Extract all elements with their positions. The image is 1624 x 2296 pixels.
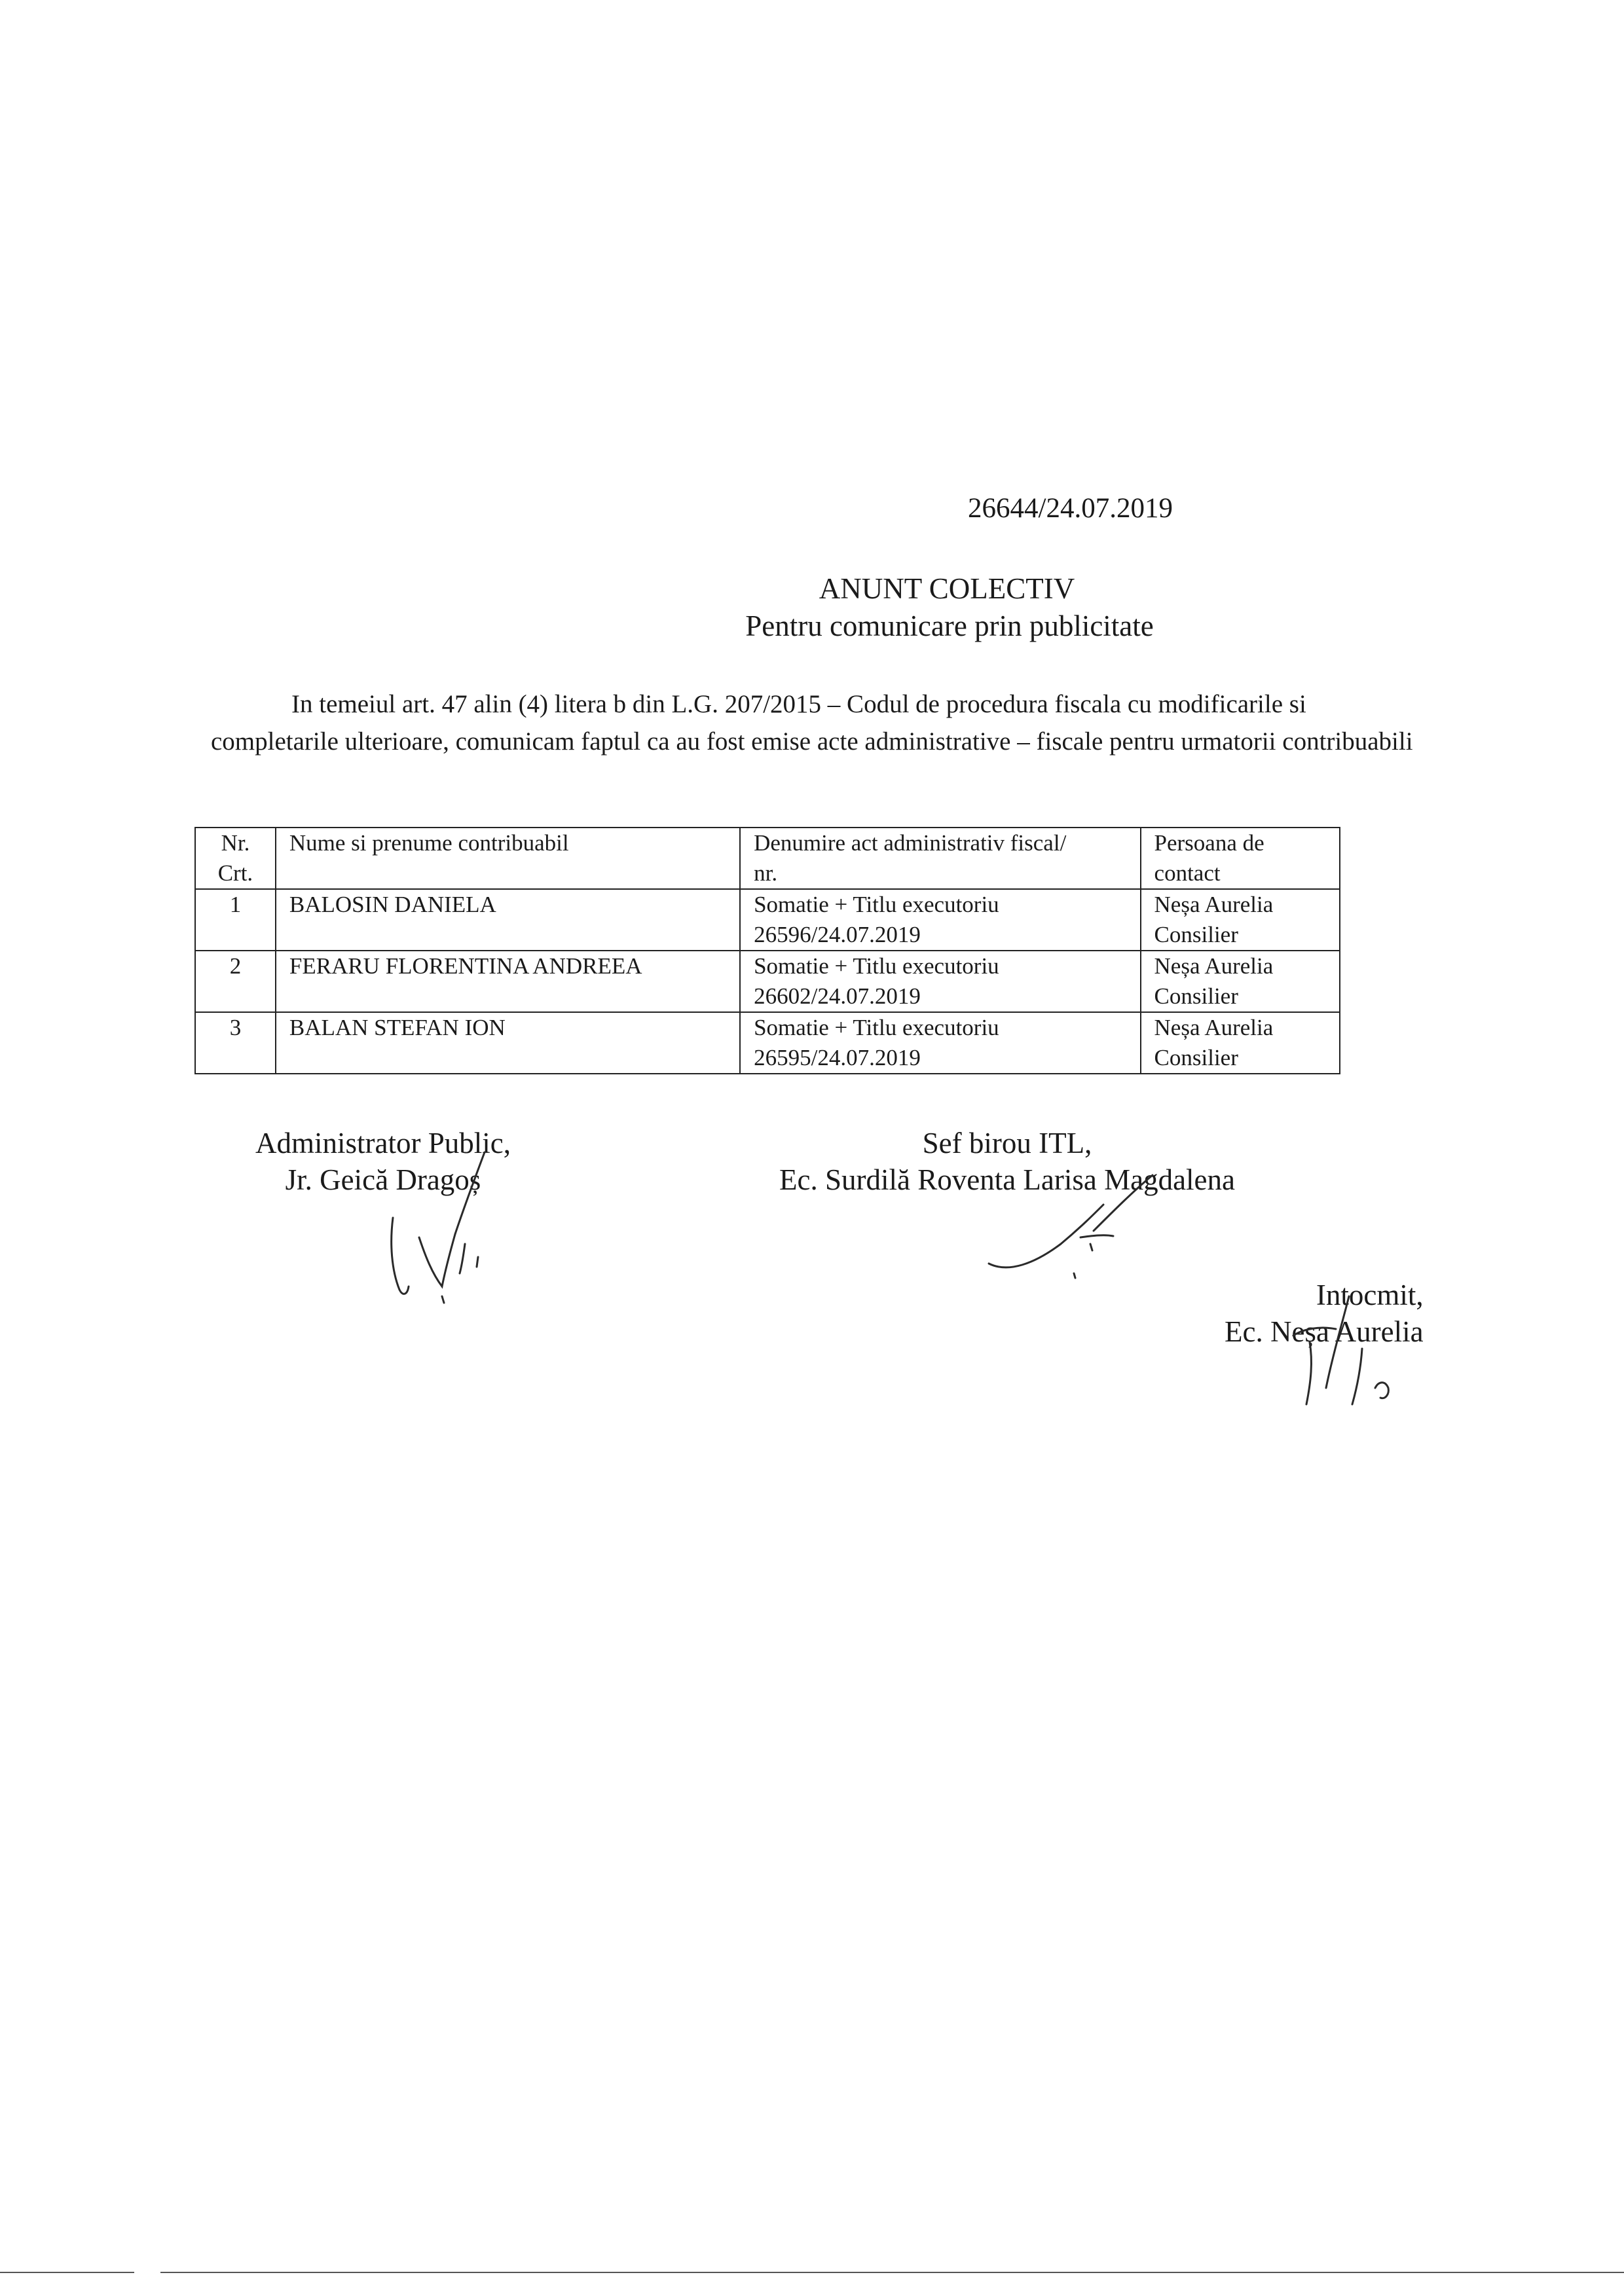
- document-title: ANUNT COLECTIV: [819, 572, 1075, 605]
- header-contact: [1141, 828, 1340, 889]
- taxpayers-table: [194, 827, 1340, 1074]
- header-name: Nume si prenume contribuabil: [276, 828, 740, 889]
- header-nr-line-1: Nr.: [221, 830, 250, 856]
- header-act-line-2: nr.: [754, 860, 778, 886]
- header-contact-line-2: contact: [1154, 860, 1221, 886]
- document-number: 26644/24.07.2019: [968, 493, 1173, 524]
- sef-birou-name: Ec. Surdilă Roventa Larisa Magdalena: [779, 1163, 1236, 1196]
- row-act-number: 26595/24.07.2019: [754, 1045, 921, 1070]
- row-act-number: 26596/24.07.2019: [754, 922, 921, 947]
- row-nr: 1: [195, 889, 276, 951]
- row-contact-role: Consilier: [1154, 983, 1238, 1009]
- row-contact-role: Consilier: [1154, 1045, 1238, 1070]
- row-contact-name: Neșa Aurelia: [1154, 1015, 1274, 1040]
- row-act: [740, 951, 1140, 1012]
- administrator-name: Jr. Geică Dragoș: [285, 1163, 481, 1196]
- row-contact: [1141, 889, 1340, 951]
- table-row: [195, 1012, 1340, 1074]
- row-act-type: Somatie + Titlu executoriu: [754, 892, 999, 917]
- row-contact-name: Neșa Aurelia: [1154, 892, 1274, 917]
- row-contact-name: Neșa Aurelia: [1154, 953, 1274, 979]
- administrator-signature-icon: [367, 1139, 530, 1309]
- table-row: [195, 951, 1340, 1012]
- header-contact-line-1: Persoana de: [1154, 830, 1264, 856]
- header-act: [740, 828, 1140, 889]
- row-act: [740, 1012, 1140, 1074]
- row-contact: [1141, 1012, 1340, 1074]
- intro-paragraph-line-1: In temeiul art. 47 alin (4) litera b din L.G. 207/2015 – Codul de procedura fiscala cu modificarile si: [291, 690, 1306, 718]
- sef-birou-title: Sef birou ITL,: [922, 1127, 1092, 1159]
- row-name: BALOSIN DANIELA: [276, 889, 740, 951]
- intocmit-title: Intocmit,: [1316, 1279, 1424, 1311]
- intocmit-signature-icon: [1264, 1290, 1414, 1421]
- table-row: [195, 889, 1340, 951]
- intocmit-name: Ec. Neșa Aurelia: [1225, 1315, 1424, 1348]
- intro-paragraph-line-2: completarile ulterioare, comunicam faptul ca au fost emise acte administrative – fiscale pentru urmatorii contribuabili: [211, 727, 1413, 756]
- header-nr-line-2: Crt.: [217, 860, 253, 886]
- row-act: [740, 889, 1140, 951]
- administrator-title: Administrator Public,: [255, 1127, 511, 1159]
- row-act-type: Somatie + Titlu executoriu: [754, 1015, 999, 1040]
- scan-edge-line: [0, 2272, 134, 2273]
- row-nr: 2: [195, 951, 276, 1012]
- sef-birou-signature-icon: [982, 1165, 1192, 1283]
- row-name: BALAN STEFAN ION: [276, 1012, 740, 1074]
- header-act-line-1: Denumire act administrativ fiscal/: [754, 830, 1067, 856]
- row-contact-role: Consilier: [1154, 922, 1238, 947]
- document-subtitle: Pentru comunicare prin publicitate: [745, 610, 1154, 642]
- row-contact: [1141, 951, 1340, 1012]
- row-name: FERARU FLORENTINA ANDREEA: [276, 951, 740, 1012]
- row-act-type: Somatie + Titlu executoriu: [754, 953, 999, 979]
- row-act-number: 26602/24.07.2019: [754, 983, 921, 1009]
- table-header-row: [195, 828, 1340, 889]
- header-nr: [195, 828, 276, 889]
- row-nr: 3: [195, 1012, 276, 1074]
- scan-edge-line: [160, 2272, 1624, 2273]
